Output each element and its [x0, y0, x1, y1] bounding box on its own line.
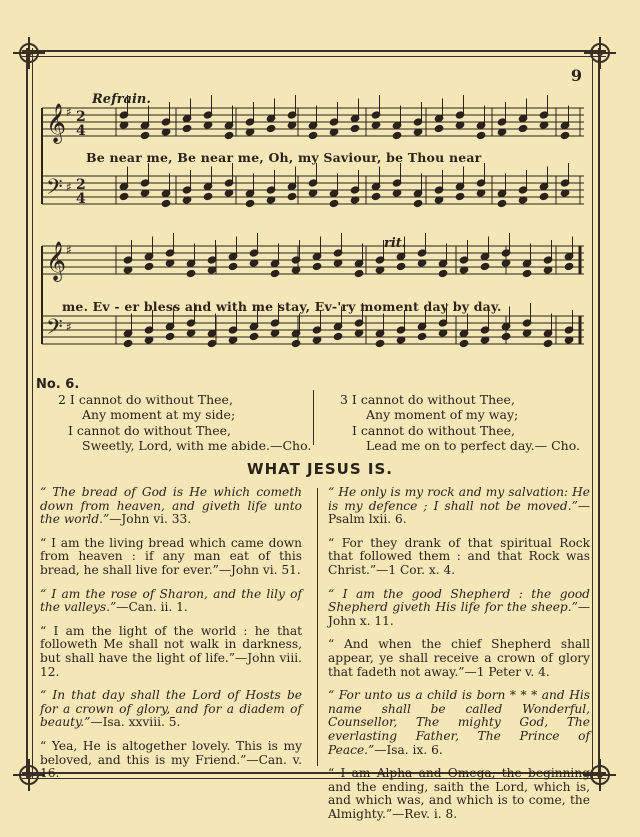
svg-text:♯: ♯ — [66, 320, 72, 334]
svg-text:♯: ♯ — [66, 180, 72, 194]
svg-text:4: 4 — [76, 191, 86, 207]
frame-right-rule — [598, 48, 600, 778]
scripture-quote — [40, 740, 302, 781]
quote-reference: —Psalm lxii. 6. — [328, 498, 590, 527]
frame-top-rule — [22, 50, 606, 52]
quote-reference: —Can. v. 16. — [40, 752, 302, 781]
ritardando-label: rit. — [384, 236, 407, 251]
right-column — [328, 486, 590, 831]
scripture-quote — [40, 588, 302, 615]
svg-text:2: 2 — [76, 109, 86, 125]
verse-divider — [313, 390, 314, 445]
quote-reference: —John vi. 33. — [109, 512, 192, 527]
svg-text:♯: ♯ — [66, 243, 72, 257]
verse-line: Any moment at my side; — [82, 407, 236, 423]
quote-text: “ I am the light of the world : he that followeth Me shall not walk in darkness, but shall have the light of life.” — [40, 623, 302, 665]
quote-reference: —1 Peter v. 4. — [464, 664, 550, 679]
quote-text: “ Yea, He is altogether lovely. This is my beloved, and this is my Friend.” — [40, 738, 302, 767]
frame-top-rule-inner — [22, 56, 606, 57]
lyrics-line-1: Be near me, Be near me, Oh, my Saviour, be Thou near — [86, 150, 482, 165]
verse-line: I cannot do without Thee, — [352, 422, 515, 438]
scripture-quote — [328, 588, 590, 629]
quote-text: “ I am the rose of Sharon, and the lily of the valleys.” — [40, 586, 302, 615]
verse-3 — [340, 392, 580, 454]
verse-line: 3 I cannot do without Thee, — [340, 392, 515, 407]
left-column — [40, 486, 302, 791]
quote-reference: —John viii. 12. — [40, 650, 302, 679]
svg-text:4: 4 — [76, 123, 86, 139]
section-title: WHAT JESUS IS. — [247, 460, 393, 478]
svg-text:𝄞: 𝄞 — [46, 103, 67, 143]
svg-text:𝄞: 𝄞 — [46, 241, 67, 281]
quote-text: “ For unto us a child is born * * * and His name shall be called Wonderful, Counsellor, The mighty God, The everlasting Father, The Prince of Peace.” — [328, 688, 590, 757]
corner-ornament-icon — [13, 37, 45, 69]
quote-reference: —Isa. xxviii. 5. — [90, 715, 181, 730]
verse-line: Sweetly, Lord, with me abide.—Cho. — [82, 438, 312, 454]
scripture-quote — [40, 486, 302, 527]
scripture-quote — [328, 537, 590, 578]
scripture-quote — [328, 689, 590, 757]
quote-text: “ I am Alpha and Omega, the beginning and the ending, saith the Lord, which is, and which was, and which is to come, the Almighty.” — [328, 766, 590, 821]
scripture-quote — [328, 638, 590, 679]
scripture-quote — [328, 486, 590, 527]
quote-reference: —Isa. ix. 6. — [374, 742, 443, 757]
svg-text:𝄢: 𝄢 — [46, 315, 63, 345]
scripture-quote — [328, 767, 590, 821]
frame-left-rule-inner — [32, 48, 33, 778]
svg-text:2: 2 — [76, 177, 86, 193]
refrain-label: Refrain. — [92, 92, 151, 107]
quote-text: “ He only is my rock and my salvation: He is my defence ; I shall not be moved.” — [328, 485, 590, 513]
quote-reference: —1 Cor. x. 4. — [376, 562, 456, 577]
lyrics-line-2: me. Ev - er bless and with me stay, Ev-'ry moment day by day. — [62, 299, 502, 314]
quote-text: “ The bread of God is He which cometh down from heaven, and giveth life unto the world.” — [40, 485, 302, 527]
scripture-quote — [40, 625, 302, 679]
quote-reference: —Rev. i. 8. — [392, 806, 458, 821]
scripture-quote — [40, 537, 302, 578]
verse-2 — [58, 392, 311, 454]
quote-text: “ For they drank of that spiritual Rock that followed them : and that Rock was Christ.” — [328, 535, 590, 577]
verse-line: Lead me on to perfect day.— Cho. — [366, 438, 581, 454]
quote-reference: —John x. 11. — [328, 600, 590, 628]
verse-line: 2 I cannot do without Thee, — [58, 392, 233, 407]
hymn-number: No. 6. — [36, 377, 80, 392]
scripture-quote — [40, 689, 302, 730]
svg-text:♯: ♯ — [66, 105, 72, 119]
quote-text: “ I am the living bread which came down from heaven : if any man eat of this bread, he shall live for ever.” — [40, 535, 302, 577]
corner-ornament-icon — [584, 37, 616, 69]
quote-text: “ In that day shall the Lord of Hosts be for a crown of glory, and for a diadem of beauty.” — [40, 688, 302, 730]
column-divider — [317, 488, 318, 766]
verse-line: Any moment of my way; — [366, 407, 519, 423]
frame-right-rule-inner — [592, 48, 593, 778]
frame-left-rule — [26, 48, 28, 778]
quote-text: “ And when the chief Shepherd shall appear, ye shall receive a crown of glory that fadeth not away.” — [328, 637, 590, 679]
verse-line: I cannot do without Thee, — [68, 422, 231, 438]
page-number: 9 — [570, 66, 582, 85]
quote-reference: —Can. ii. 1. — [116, 600, 188, 615]
quote-reference: —John vi. 51. — [218, 562, 301, 577]
svg-text:𝄢: 𝄢 — [46, 175, 63, 205]
music-notation — [36, 86, 590, 380]
quote-text: “ I am the good Shepherd : the good Shepherd giveth His life for the sheep.” — [328, 586, 590, 615]
